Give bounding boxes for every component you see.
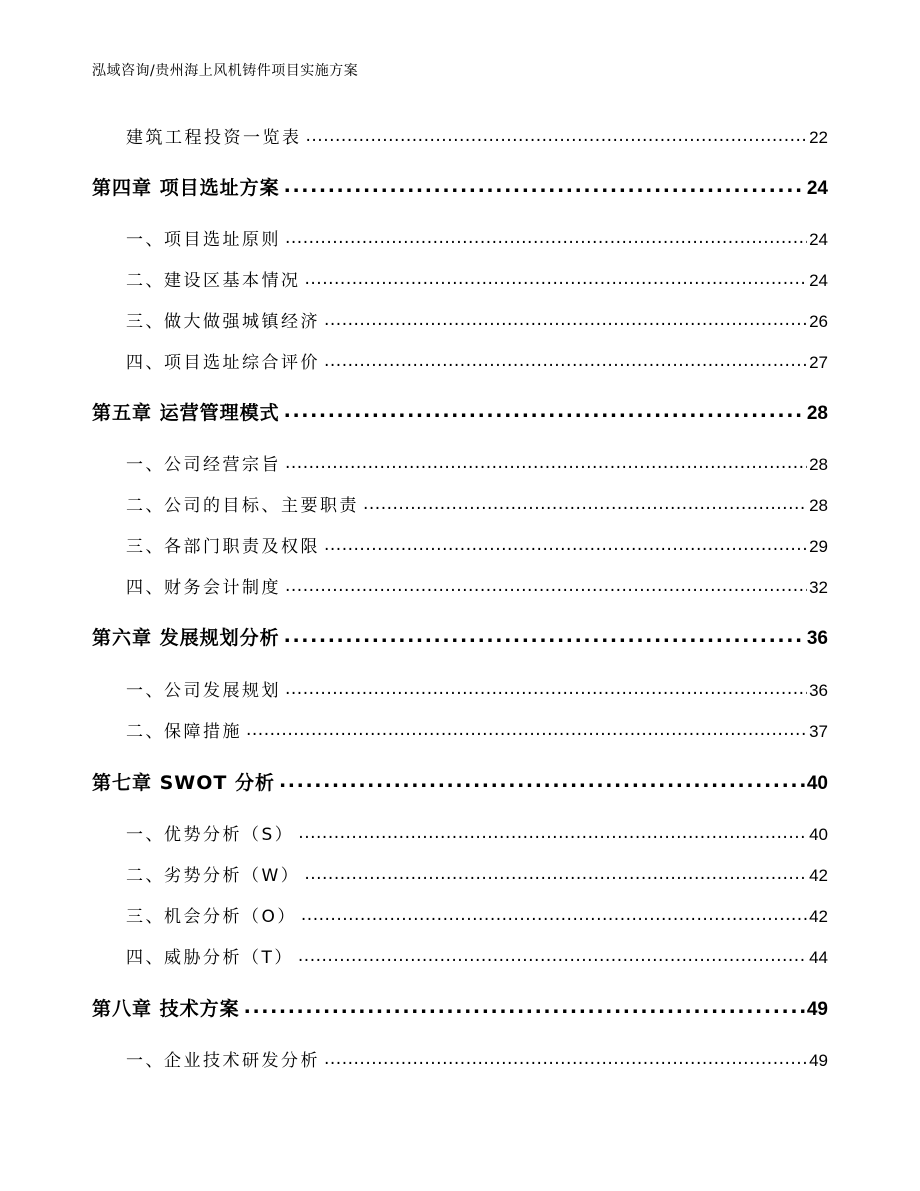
toc-entry-number: 三、 [126, 312, 165, 332]
dot-leader [298, 946, 807, 963]
dot-leader [279, 770, 805, 789]
toc-entry-title: 机会分析（O） [164, 907, 297, 927]
toc-chapter[interactable] [92, 768, 828, 795]
toc-entry-number: 一、 [126, 825, 165, 845]
toc-entry[interactable] [92, 123, 828, 148]
toc-entry-title: 公司经营宗旨 [164, 455, 281, 475]
toc-page-number: 40 [809, 825, 828, 844]
toc-page-number: 24 [809, 271, 828, 290]
toc-chapter-title: 第六章 发展规划分析 [92, 627, 280, 649]
dot-leader [324, 535, 807, 552]
dot-leader [301, 905, 807, 922]
toc-page-number: 36 [809, 681, 828, 700]
toc-page-number: 37 [809, 722, 828, 741]
toc-entry-title: 财务会计制度 [164, 578, 281, 598]
toc-entry-title: 企业技术研发分析 [164, 1051, 320, 1071]
toc-entry-number: 二、 [126, 866, 165, 886]
toc-entry[interactable] [92, 820, 828, 845]
toc-entry-number: 四、 [126, 578, 165, 598]
dot-leader [246, 720, 807, 737]
toc-entry-number: 二、 [126, 496, 165, 516]
dot-leader [304, 864, 807, 881]
toc-entry-title: 劣势分析（W） [164, 866, 301, 886]
toc-entry-number: 一、 [126, 1051, 165, 1071]
toc-entry[interactable] [92, 676, 828, 701]
toc-page-number: 29 [809, 537, 828, 556]
toc-page-number: 26 [809, 312, 828, 331]
toc-entry-title: 保障措施 [164, 722, 242, 742]
dot-leader [285, 453, 807, 470]
toc-page-number: 49 [809, 1051, 828, 1070]
toc-page-number: 28 [809, 496, 828, 515]
toc-entry[interactable] [92, 307, 828, 332]
toc-entry[interactable] [92, 902, 828, 927]
toc-entry-number: 一、 [126, 455, 165, 475]
dot-leader [324, 1049, 807, 1066]
toc-entry[interactable] [92, 717, 828, 742]
toc-entry-number: 二、 [126, 722, 165, 742]
dot-leader [285, 228, 807, 245]
toc-entry[interactable] [92, 225, 828, 250]
toc-page-number: 40 [806, 773, 828, 794]
toc-page-number: 24 [806, 178, 828, 199]
toc-entry[interactable] [92, 943, 828, 968]
toc-entry[interactable] [92, 450, 828, 475]
toc-entry[interactable] [92, 532, 828, 557]
toc-page-number: 24 [809, 230, 828, 249]
toc-entry-number: 二、 [126, 271, 165, 291]
dot-leader [285, 576, 807, 593]
toc-entry-title: 公司发展规划 [164, 681, 281, 701]
dot-leader [298, 823, 807, 840]
dot-leader [285, 679, 807, 696]
toc-entry-title: 公司的目标、主要职责 [164, 496, 359, 516]
toc-entry[interactable] [92, 573, 828, 598]
toc-page-number: 36 [806, 628, 828, 649]
toc-entry-number: 四、 [126, 353, 165, 373]
toc-chapter-title: 第八章 技术方案 [92, 998, 240, 1020]
toc-page-number: 32 [809, 578, 828, 597]
dot-leader [306, 126, 808, 143]
toc-entry-title: 做大做强城镇经济 [164, 312, 320, 332]
toc-entry[interactable] [92, 1046, 828, 1071]
toc-chapter[interactable] [92, 994, 828, 1021]
dot-leader [324, 310, 807, 327]
toc-entry-title: 项目选址综合评价 [164, 353, 320, 373]
toc-chapter[interactable] [92, 623, 828, 650]
toc-entry-number: 一、 [126, 681, 165, 701]
toc-entry[interactable] [92, 348, 828, 373]
toc-entry-title: 建筑工程投资一览表 [126, 128, 302, 148]
toc-page-number: 49 [806, 999, 828, 1020]
toc-chapter-title: 第五章 运营管理模式 [92, 402, 280, 424]
toc-chapter-title: 第七章 SWOT 分析 [92, 772, 275, 794]
toc-page-number: 42 [809, 866, 828, 885]
toc-page-number: 44 [809, 948, 828, 967]
dot-leader [284, 175, 805, 194]
toc-page-number: 22 [809, 128, 828, 147]
toc-entry-title: 建设区基本情况 [164, 271, 301, 291]
dot-leader [363, 494, 807, 511]
toc-entry-title: 项目选址原则 [164, 230, 281, 250]
page-header: 泓域咨询/贵州海上风机铸件项目实施方案 [92, 63, 359, 79]
dot-leader [305, 269, 808, 286]
dot-leader [324, 351, 807, 368]
toc-entry[interactable] [92, 861, 828, 886]
dot-leader [284, 625, 805, 644]
toc-entry-number: 四、 [126, 948, 165, 968]
toc-chapter[interactable] [92, 173, 828, 200]
toc-entry-title: 各部门职责及权限 [164, 537, 320, 557]
toc-entry-number: 三、 [126, 537, 165, 557]
toc-chapter-title: 第四章 项目选址方案 [92, 177, 280, 199]
toc-page-number: 42 [809, 907, 828, 926]
dot-leader [284, 400, 805, 419]
toc-page-number: 28 [806, 403, 828, 424]
toc-entry-number: 三、 [126, 907, 165, 927]
toc-entry-number: 一、 [126, 230, 165, 250]
toc-entry[interactable] [92, 491, 828, 516]
toc-entry-title: 威胁分析（T） [164, 948, 294, 968]
toc-page-number: 27 [809, 353, 828, 372]
toc-entry[interactable] [92, 266, 828, 291]
toc-page-number: 28 [809, 455, 828, 474]
toc-chapter[interactable] [92, 398, 828, 425]
dot-leader [244, 996, 805, 1015]
toc-entry-title: 优势分析（S） [164, 825, 295, 845]
